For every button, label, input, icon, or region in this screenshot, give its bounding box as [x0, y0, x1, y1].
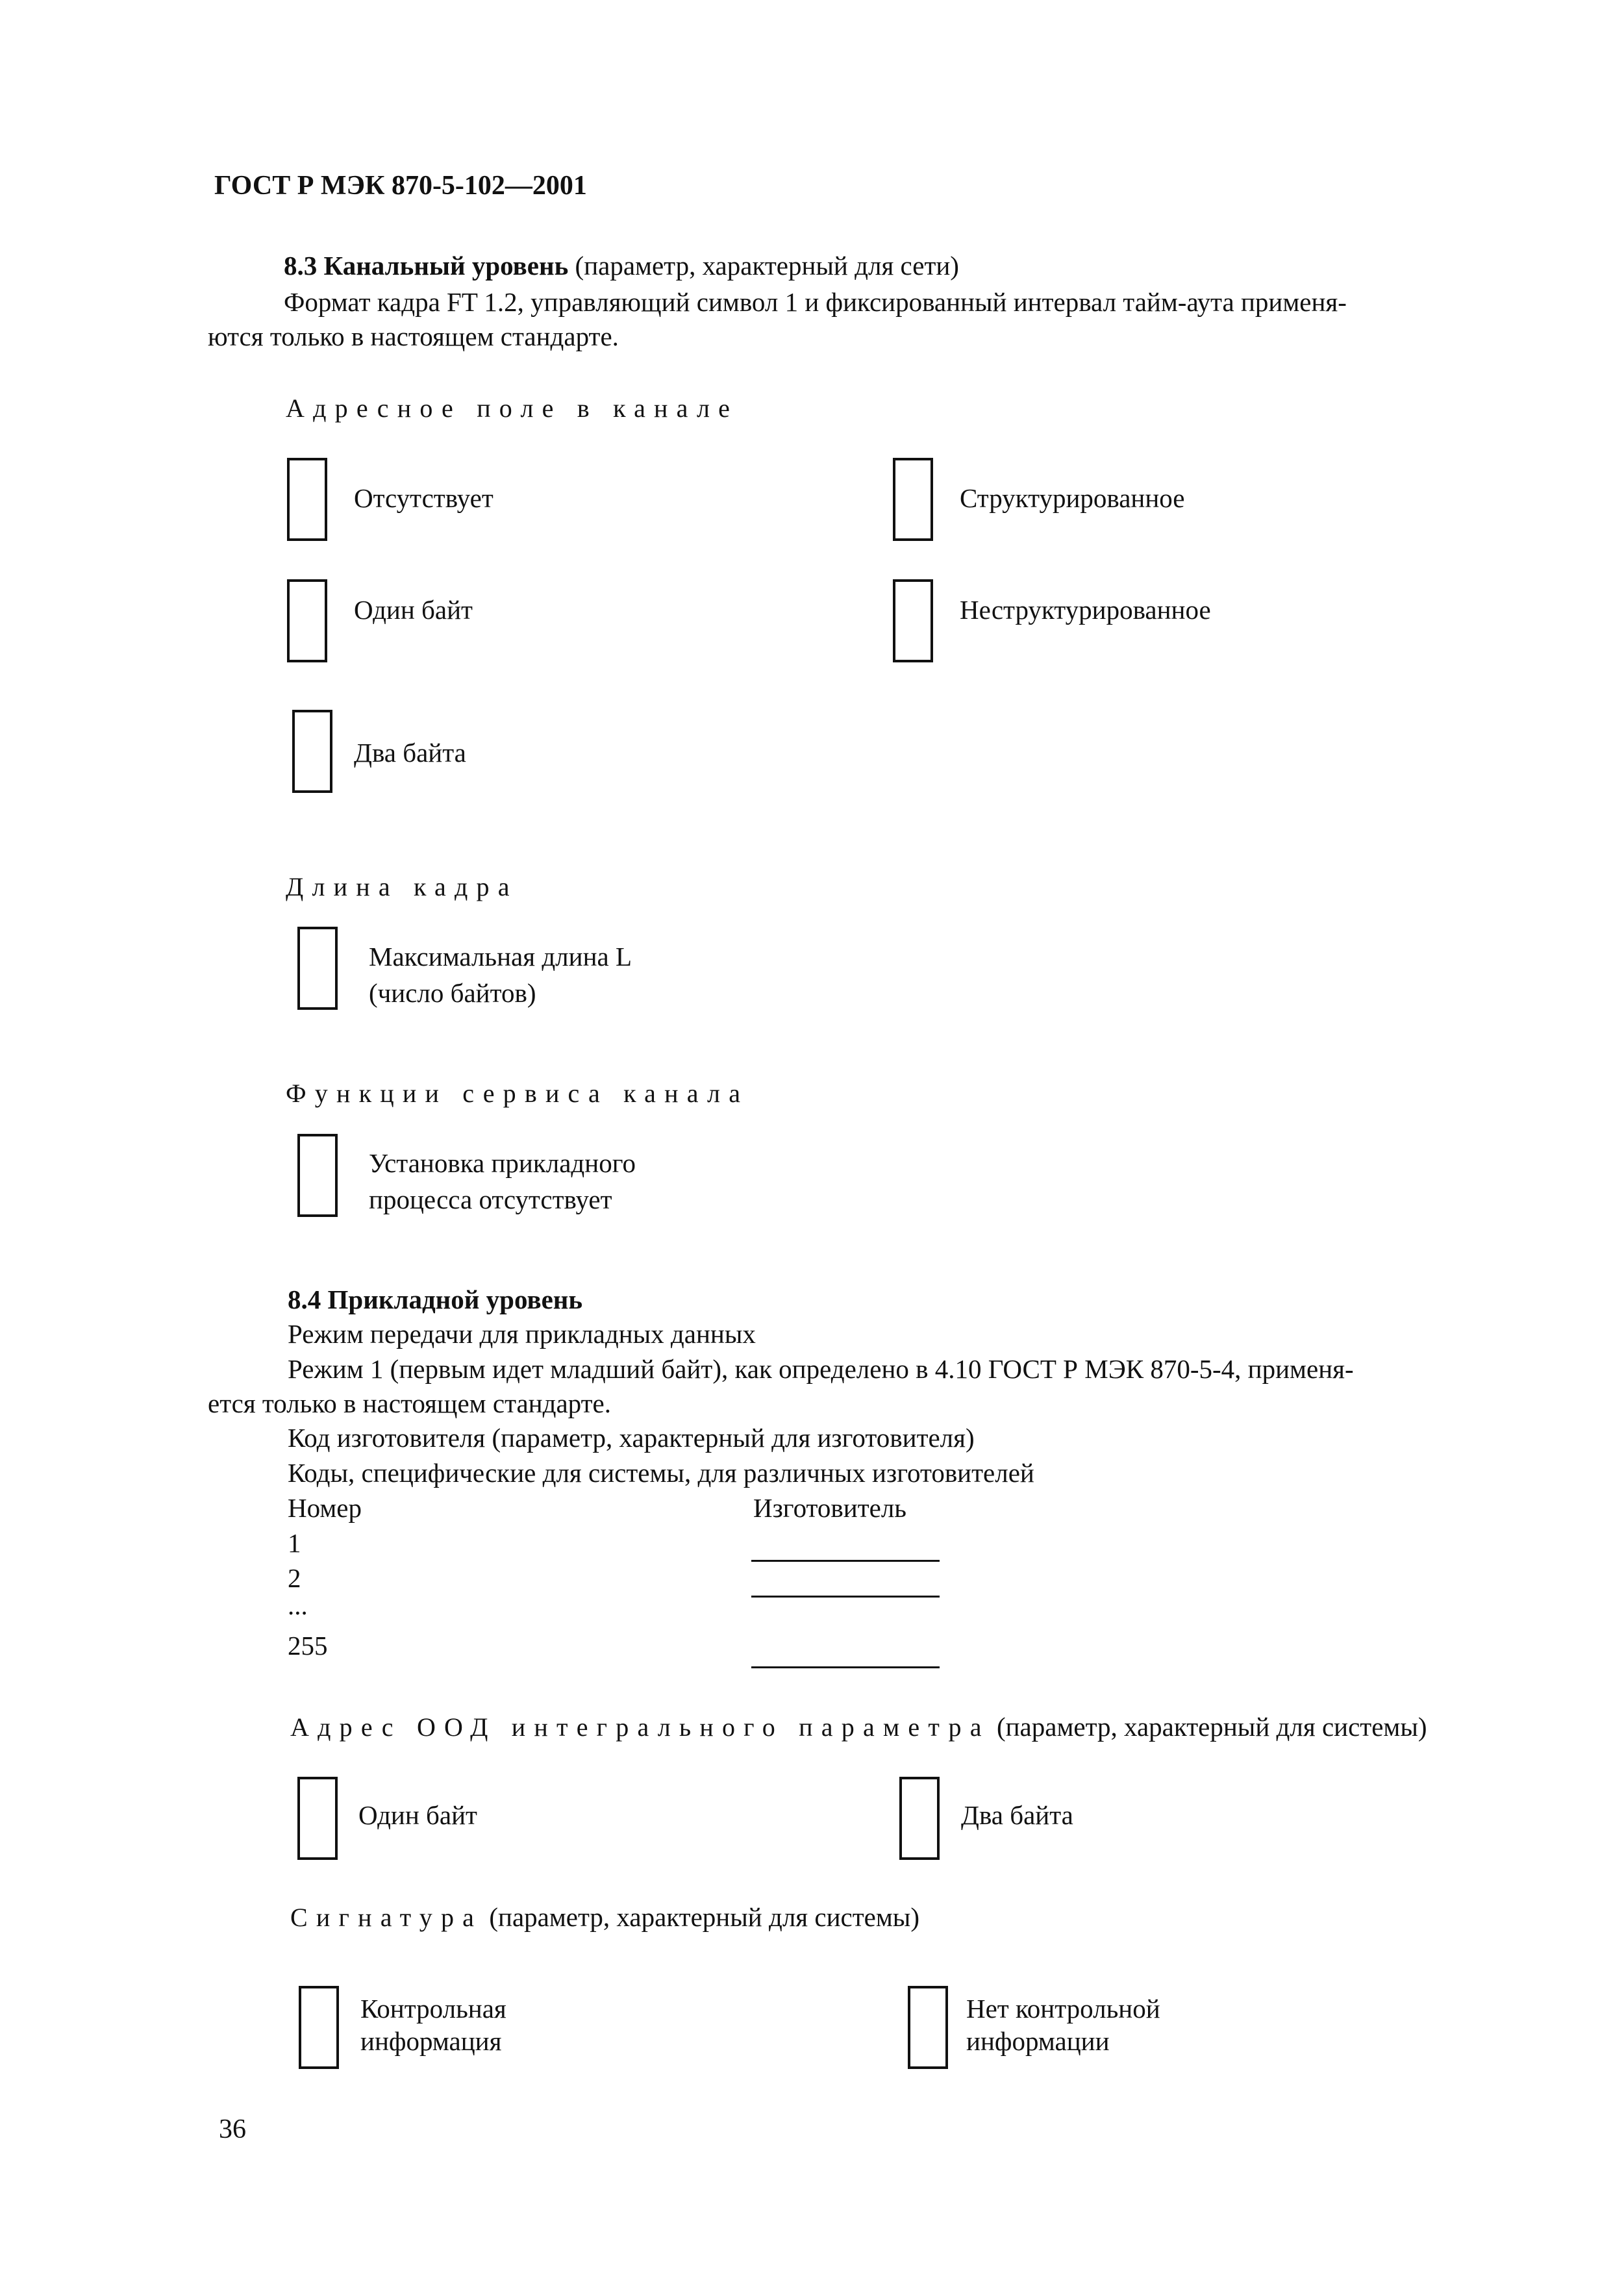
option-one-byte-label: Один байт — [354, 595, 473, 625]
checkbox-no-control-info[interactable] — [908, 1986, 948, 2069]
signature-heading — [290, 1901, 919, 1933]
option-unstructured-label: Неструктурированное — [960, 595, 1211, 625]
checkbox-absent[interactable] — [287, 458, 327, 541]
table-row-number: 255 — [288, 1631, 328, 1661]
table-row-number: 1 — [288, 1528, 301, 1558]
manufacturer-blank[interactable] — [751, 1666, 940, 1668]
option-no-app-process-line-1: Установка прикладного — [369, 1148, 636, 1178]
integral-address-heading — [290, 1711, 1427, 1742]
address-field-title: Адресное поле в канале — [286, 394, 739, 423]
option-max-length-line-1: Максимальная длина L — [369, 942, 632, 972]
section-8-4-line-4: Код изготовителя (параметр, характерный для изготовителя) — [288, 1423, 975, 1453]
section-8-4-heading: 8.4 Прикладной уровень — [288, 1285, 583, 1314]
table-row-number: 2 — [288, 1563, 301, 1593]
option-two-bytes-label: Два байта — [354, 738, 466, 768]
integral-address-note: (параметр, характерный для системы) — [996, 1712, 1427, 1742]
checkbox-integral-two-bytes[interactable] — [899, 1777, 940, 1860]
option-integral-two-bytes-label: Два байта — [961, 1800, 1073, 1830]
option-max-length-line-2: (число байтов) — [369, 978, 536, 1008]
section-8-3-paragraph-line-1: Формат кадра FT 1.2, управляющий символ 1 и фиксированный интервал тайм-аута применя- — [284, 287, 1347, 317]
checkbox-integral-one-byte[interactable] — [297, 1777, 338, 1860]
option-structured-label: Структурированное — [960, 483, 1185, 513]
option-integral-one-byte-label: Один байт — [358, 1800, 477, 1830]
manufacturer-blank[interactable] — [751, 1560, 940, 1562]
option-absent-label: Отсутствует — [354, 483, 493, 513]
option-no-app-process-line-2: процесса отсутствует — [369, 1185, 612, 1214]
section-8-4-line-2: Режим 1 (первым идет младший байт), как определено в 4.10 ГОСТ Р МЭК 870-5-4, применя- — [288, 1354, 1354, 1384]
col-number-header: Номер — [288, 1493, 362, 1523]
checkbox-no-app-process[interactable] — [297, 1134, 338, 1217]
section-8-3-heading — [284, 250, 959, 281]
option-control-info-line-2: информация — [360, 2026, 502, 2056]
checkbox-structured[interactable] — [893, 458, 933, 541]
option-no-control-info-line-2: информации — [966, 2026, 1110, 2056]
integral-address-title: Адрес ООД интегрального параметра — [290, 1712, 990, 1742]
section-8-4-line-5: Коды, специфические для системы, для различных изготовителей — [288, 1458, 1034, 1488]
frame-length-title: Длина кадра — [286, 872, 518, 901]
checkbox-one-byte[interactable] — [287, 579, 327, 662]
signature-title: Сигнатура — [290, 1903, 483, 1932]
link-service-title: Функции сервиса канала — [286, 1079, 749, 1108]
option-no-control-info-line-1: Нет контрольной — [966, 1994, 1160, 2024]
manufacturer-blank[interactable] — [751, 1596, 940, 1598]
col-manufacturer-header: Изготовитель — [753, 1493, 907, 1523]
checkbox-control-info[interactable] — [299, 1986, 339, 2069]
table-row-ellipsis: ... — [288, 1590, 308, 1620]
document-header: ГОСТ Р МЭК 870-5-102—2001 — [214, 171, 587, 201]
section-8-4-line-3: ется только в настоящем стандарте. — [208, 1388, 612, 1418]
section-8-3-paragraph-line-2: ются только в настоящем стандарте. — [208, 321, 619, 351]
option-control-info-line-1: Контрольная — [360, 1994, 506, 2024]
checkbox-unstructured[interactable] — [893, 579, 933, 662]
checkbox-max-length[interactable] — [297, 927, 338, 1010]
checkbox-two-bytes[interactable] — [292, 710, 332, 793]
signature-note: (параметр, характерный для системы) — [489, 1902, 919, 1932]
section-8-3-title: 8.3 Канальный уровень — [284, 251, 569, 281]
page-number: 36 — [219, 2114, 246, 2144]
section-8-3-title-note: (параметр, характерный для сети) — [575, 251, 959, 281]
section-8-4-line-1: Режим передачи для прикладных данных — [288, 1319, 756, 1349]
